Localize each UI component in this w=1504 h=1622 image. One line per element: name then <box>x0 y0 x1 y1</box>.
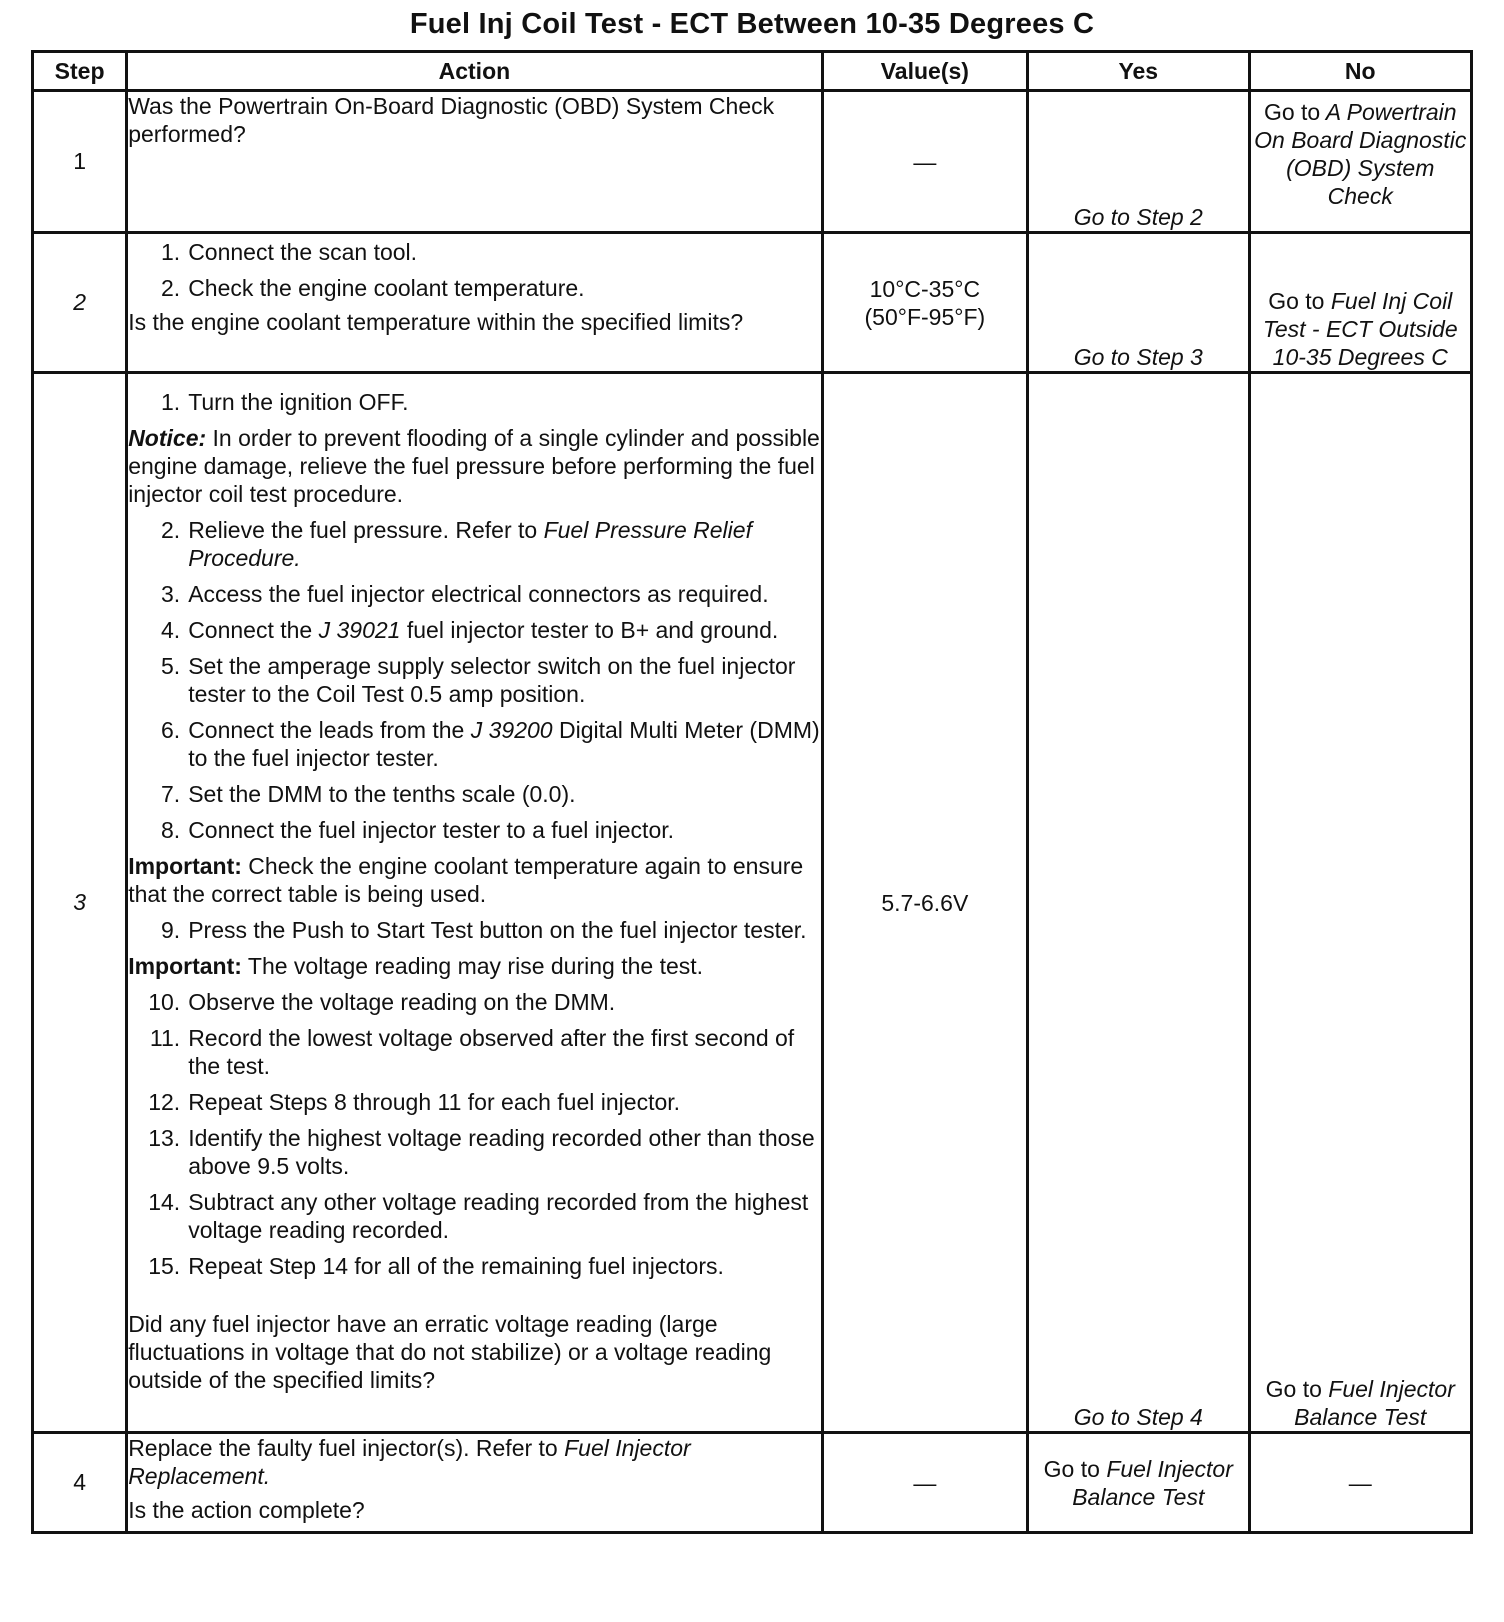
important-label: Important: <box>128 853 242 879</box>
list-item <box>128 238 820 266</box>
important-text: Check the engine coolant temperature again to ensure that the correct table is being used. <box>128 853 804 907</box>
action-cell <box>127 1433 822 1533</box>
value-cell: — <box>822 1433 1027 1533</box>
list-text: Turn the ignition OFF. <box>188 389 409 415</box>
page-title: Fuel Inj Coil Test - ECT Between 10-35 Degrees C <box>409 8 1095 40</box>
value-cell: 5.7-6.6V <box>822 373 1027 1433</box>
value-line: (50°F-95°F) <box>864 303 986 330</box>
action-question: Was the Powertrain On-Board Diagnostic (OBD) System Check performed? <box>128 93 775 147</box>
list-number: 8. <box>161 817 181 843</box>
step-number: 4 <box>33 1433 127 1533</box>
list-text-plain: fuel injector tester to B+ and ground. <box>406 617 779 643</box>
yes-cell[interactable]: Go to Step 4 <box>1028 373 1249 1433</box>
list-item <box>128 1188 820 1244</box>
header-no: No <box>1249 52 1472 91</box>
list-number: 15. <box>148 1253 181 1279</box>
list-text: Press the Push to Start Test button on the fuel injector tester. <box>188 917 807 943</box>
list-number: 14. <box>148 1189 181 1215</box>
list-number: 11. <box>149 1025 181 1051</box>
list-text: Connect the scan tool. <box>188 239 418 265</box>
yes-link[interactable]: Fuel Injector Balance Test <box>1072 1455 1233 1510</box>
header-yes: Yes <box>1028 52 1249 91</box>
important-label: Important: <box>128 953 242 979</box>
header-step: Step <box>33 52 127 91</box>
list-item <box>128 988 820 1016</box>
list-text: Repeat Steps 8 through 11 for each fuel injector. <box>188 1089 681 1115</box>
value-cell <box>822 233 1027 373</box>
no-cell: — <box>1249 1433 1472 1533</box>
list-text-plain: Connect the <box>188 617 313 643</box>
action-instruction <box>128 1434 820 1490</box>
list-number: 9. <box>161 917 181 943</box>
list-text: Set the DMM to the tenths scale (0.0). <box>188 781 576 807</box>
list-text: Set the amperage supply selector switch on the fuel injector tester to the Coil Test 0.5 amp position. <box>188 653 796 707</box>
list-number: 1. <box>161 239 181 265</box>
no-link[interactable]: Fuel Injector Balance Test <box>1294 1376 1455 1430</box>
list-number: 13. <box>148 1125 181 1151</box>
step-number: 1 <box>33 91 127 233</box>
list-item <box>128 1088 820 1116</box>
list-number: 2. <box>161 275 181 301</box>
list-text: Connect the fuel injector tester to a fuel injector. <box>188 817 675 843</box>
action-question: Is the engine coolant temperature within the specified limits? <box>128 309 744 335</box>
list-item <box>128 780 820 808</box>
no-cell[interactable] <box>1249 91 1472 233</box>
step-number: 2 <box>33 233 127 373</box>
list-text: Subtract any other voltage reading recorded from the highest voltage reading recorded. <box>188 1189 809 1243</box>
important-note <box>128 852 820 908</box>
list-item <box>128 388 820 416</box>
list-text-plain: Digital Multi Meter (DMM) to the fuel injector tester. <box>188 717 820 771</box>
list-item <box>128 516 820 572</box>
list-number: 4. <box>161 617 181 643</box>
list-text <box>188 616 820 644</box>
list-text: Check the engine coolant temperature. <box>188 275 585 301</box>
no-link[interactable]: Fuel Inj Coil Test - ECT Outside 10-35 Degrees C <box>1262 288 1458 370</box>
list-text: Record the lowest voltage observed after the first second of the test. <box>188 1025 795 1079</box>
action-text: Replace the faulty fuel injector(s). Refer to <box>128 1435 558 1461</box>
list-item <box>128 916 820 944</box>
no-link[interactable]: A Powertrain On Board Diagnostic (OBD) System Check <box>1254 99 1467 209</box>
list-text-plain: Relieve the fuel pressure. Refer to <box>188 517 538 543</box>
header-values: Value(s) <box>822 52 1027 91</box>
list-number: 3. <box>161 581 181 607</box>
list-item <box>128 716 820 772</box>
yes-prefix: Go to <box>1043 1455 1100 1482</box>
header-row <box>33 52 1472 91</box>
yes-cell[interactable]: Go to Step 2 <box>1028 91 1249 233</box>
action-cell <box>127 91 822 233</box>
important-text: The voltage reading may rise during the test. <box>247 953 704 979</box>
list-text: Observe the voltage reading on the DMM. <box>188 989 616 1015</box>
list-number: 1. <box>161 389 181 415</box>
table-row <box>33 1433 1472 1533</box>
action-question: Is the action complete? <box>128 1497 365 1523</box>
yes-cell[interactable]: Go to Step 3 <box>1028 233 1249 373</box>
list-number: 6. <box>161 717 181 743</box>
diagnostic-table <box>31 50 1473 1534</box>
list-text: Repeat Step 14 for all of the remaining fuel injectors. <box>188 1253 724 1279</box>
list-item <box>128 580 820 608</box>
list-number: 2. <box>161 517 181 543</box>
list-item <box>128 1124 820 1180</box>
list-number: 5. <box>161 653 181 679</box>
procedure-reference[interactable]: Fuel Injector Replacement. <box>128 1435 691 1489</box>
list-item <box>128 616 820 644</box>
table-row <box>33 233 1472 373</box>
no-cell[interactable] <box>1249 233 1472 373</box>
list-number: 10. <box>148 989 181 1015</box>
table-row <box>33 91 1472 233</box>
action-cell <box>127 233 822 373</box>
tool-reference: J 39021 <box>318 617 401 643</box>
procedure-reference[interactable]: Fuel Pressure Relief Procedure. <box>188 517 752 571</box>
notice-text: In order to prevent flooding of a single cylinder and possible engine damage, relieve the fuel pressure before performing the fuel injector coil test procedure. <box>128 425 820 507</box>
no-prefix: Go to <box>1265 1376 1322 1402</box>
notice-note <box>128 424 820 508</box>
important-note <box>128 952 820 980</box>
action-cell <box>127 373 822 1433</box>
tool-reference: J 39200 <box>470 717 553 743</box>
list-item <box>128 274 820 302</box>
notice-label: Notice: <box>128 425 207 451</box>
list-text <box>188 516 820 572</box>
header-action: Action <box>127 52 822 91</box>
list-text-plain: Connect the leads from the <box>188 717 465 743</box>
no-cell[interactable] <box>1249 373 1472 1433</box>
no-prefix: Go to <box>1263 99 1321 125</box>
table-row <box>33 373 1472 1433</box>
action-question: Did any fuel injector have an erratic voltage reading (large fluctuations in voltage that do not stabilize) or a voltage reading outside of the specified limits? <box>128 1311 772 1393</box>
yes-cell[interactable] <box>1028 1433 1249 1533</box>
list-item <box>128 652 820 708</box>
step-number: 3 <box>33 373 127 1433</box>
value-cell: — <box>822 91 1027 233</box>
list-text: Identify the highest voltage reading recorded other than those above 9.5 volts. <box>188 1125 815 1179</box>
no-prefix: Go to <box>1268 288 1325 314</box>
value-line: 10°C-35°C <box>869 275 981 302</box>
list-text <box>188 716 820 772</box>
list-item <box>128 1252 820 1280</box>
list-text: Access the fuel injector electrical connectors as required. <box>188 581 769 607</box>
list-item <box>128 816 820 844</box>
list-number: 12. <box>148 1089 181 1115</box>
list-item <box>128 1024 820 1080</box>
list-number: 7. <box>161 781 181 807</box>
